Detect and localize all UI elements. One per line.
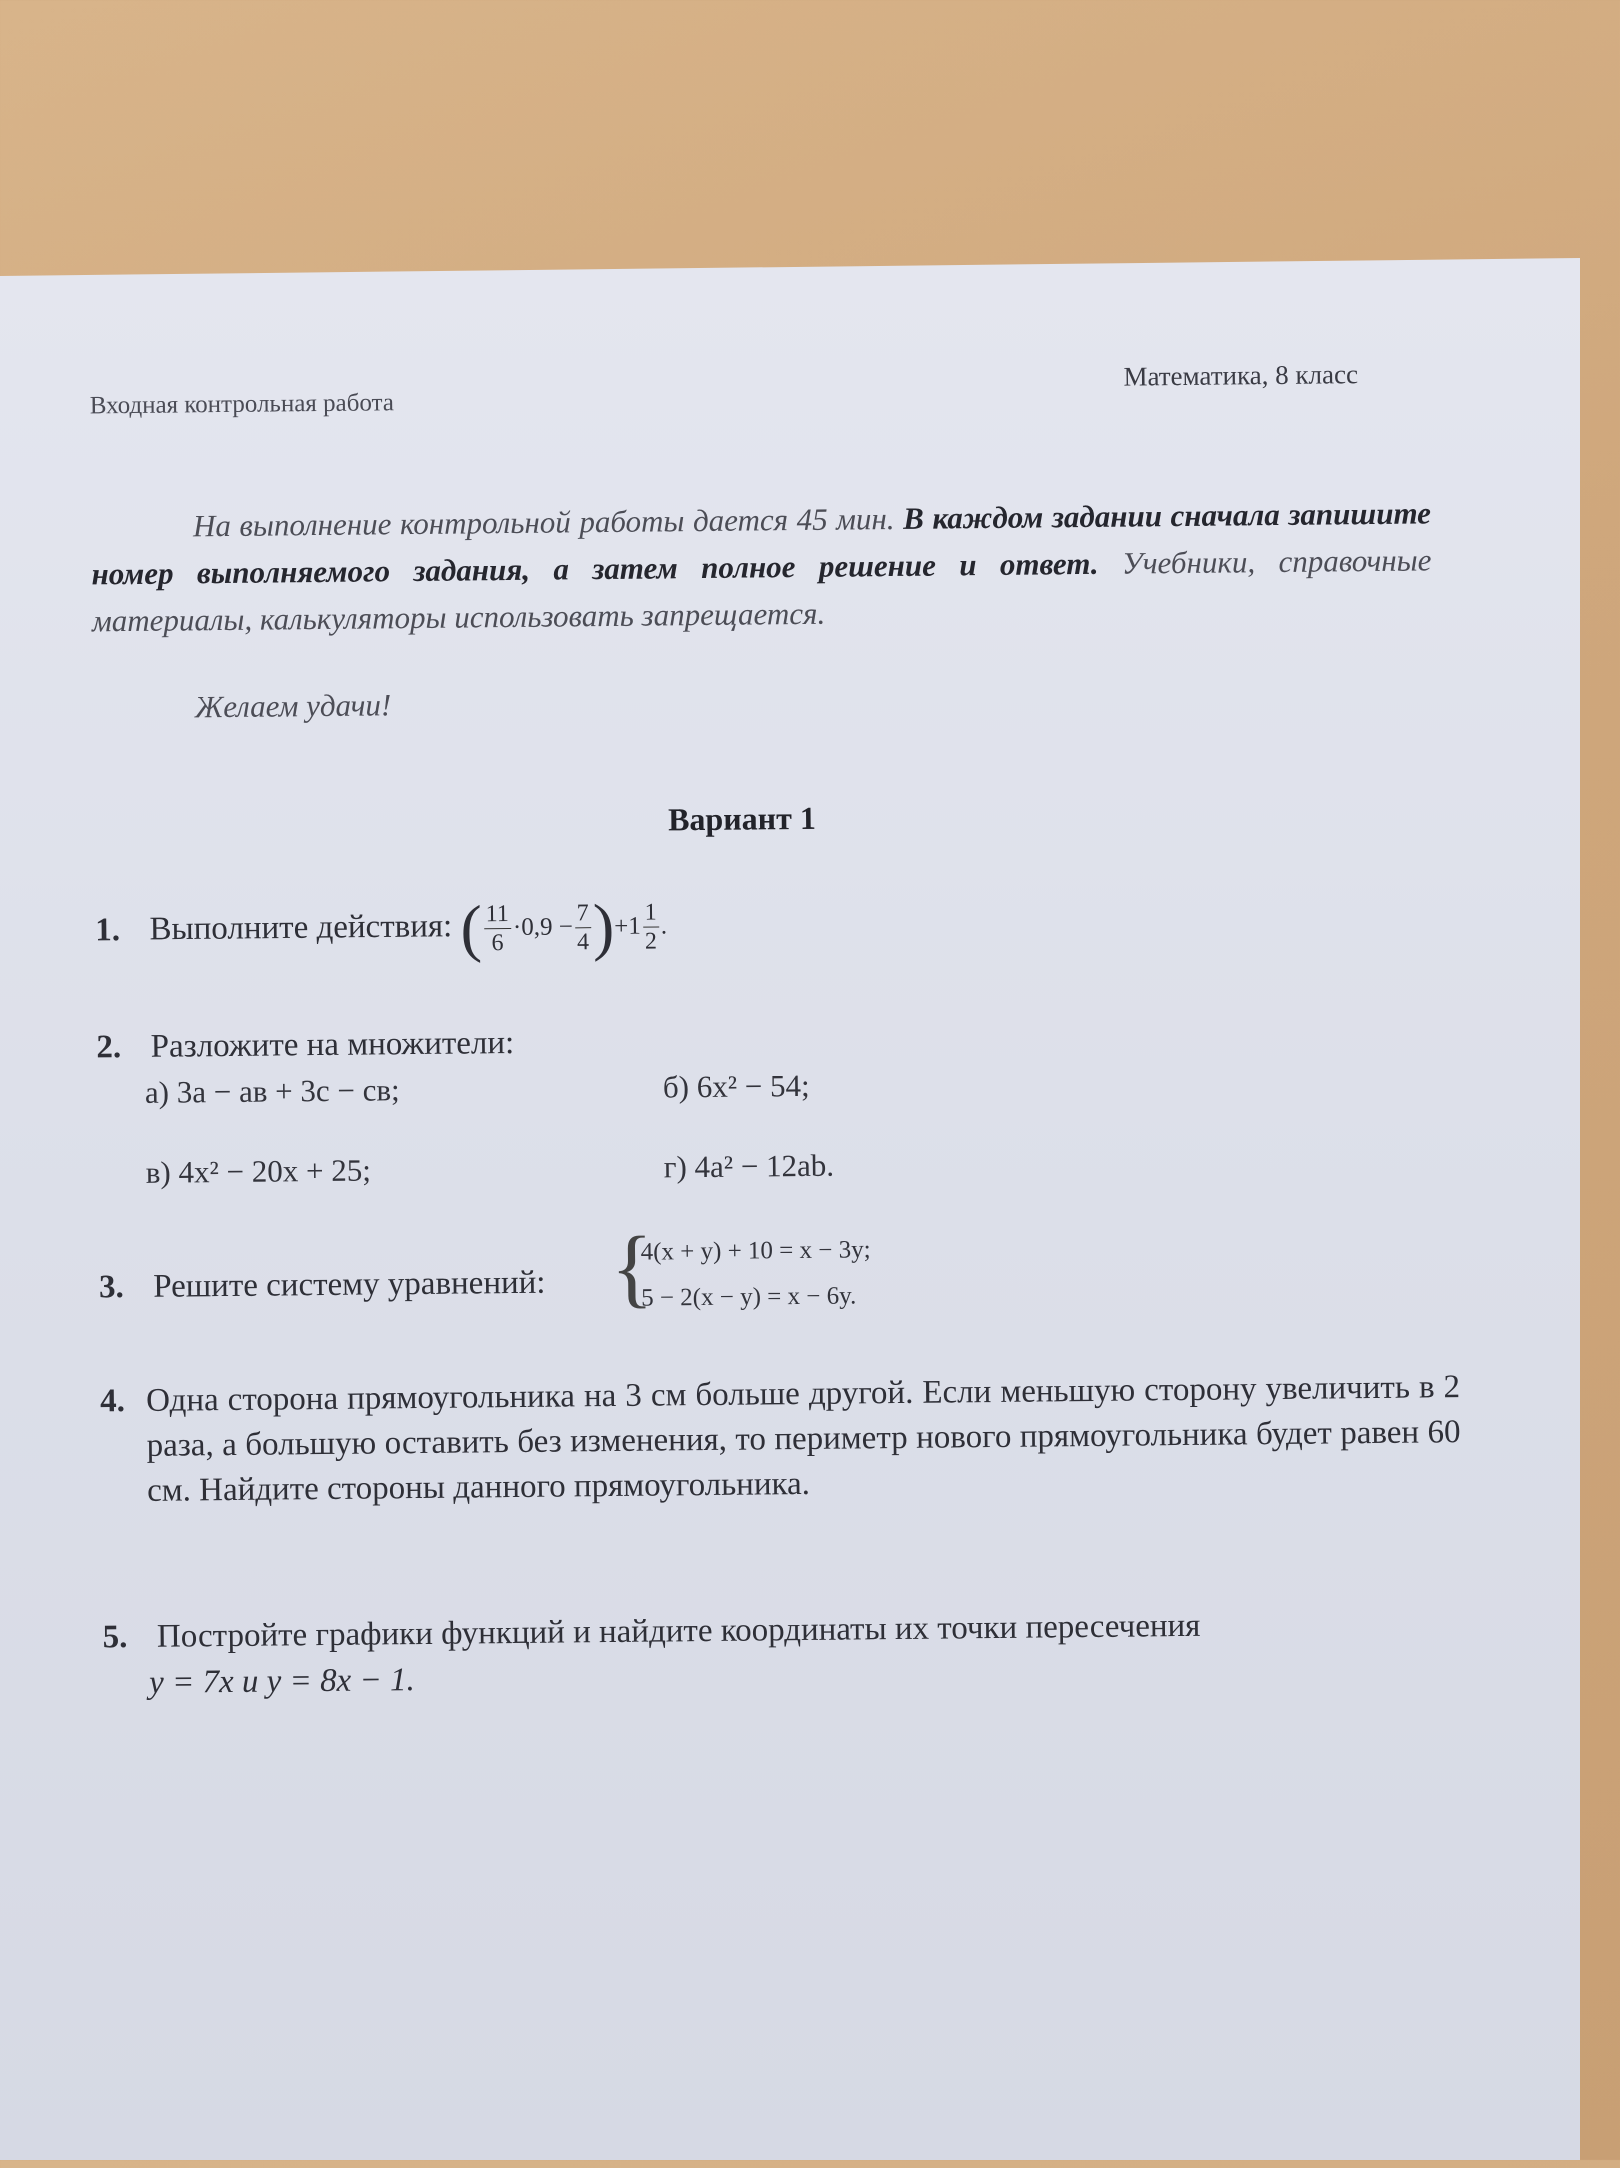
task-2-item-a: а) 3а − ав + 3с − св; (144, 1072, 400, 1110)
denominator: 2 (644, 927, 658, 955)
task-text: Выполните действия: (149, 908, 453, 948)
equation-1: 4(x + y) + 10 = x − 3y; (640, 1236, 871, 1266)
instructions-time: На выполнение контрольной работы дается 45 мин. (192, 500, 895, 544)
system-equations (640, 1227, 871, 1321)
header-subject: Математика, 8 класс (1123, 359, 1359, 392)
expr-end: . (660, 912, 668, 940)
instructions-bold: В каждом задании сначала запишите номер выполняемого задания, а затем полное решение и ответ. (91, 495, 1432, 592)
equation-2: 5 − 2(x − y) = x − 6y. (640, 1282, 857, 1312)
expr-plus: +1 (614, 912, 641, 940)
task-text: Одна сторона прямоугольника на 3 см больше другой. Если меньшую сторону увеличить в 2 раза, а большую оставить без изменения, то периметр нового прямоугольника будет равен 60 см. Найдите стороны данного прямоугольника. (145, 1369, 1461, 1509)
header-title: Входная контрольная работа (89, 389, 395, 420)
left-paren: ( (460, 892, 483, 964)
task-number: 4. (99, 1383, 126, 1420)
task-5 (102, 1608, 1200, 1656)
good-luck-text: Желаем удачи! (194, 687, 392, 725)
fraction-1 (484, 900, 512, 957)
right-paren: ) (592, 890, 615, 963)
numerator: 11 (484, 900, 511, 929)
task-2-item-d: г) 4a² − 12ab. (663, 1147, 835, 1185)
task-4 (100, 1365, 1461, 1514)
task-2-item-b: б) 6x² − 54; (662, 1067, 810, 1105)
task-number: 5. (102, 1619, 128, 1656)
fraction-2 (575, 899, 592, 956)
task-1 (95, 889, 668, 969)
instructions-restrictions: Учебники, справочные материалы, калькуляторы использовать запрещается. (91, 542, 1432, 639)
task-2-item-c: в) 4x² − 20x + 25; (145, 1152, 372, 1190)
variant-title: Вариант 1 (667, 799, 817, 838)
denominator: 4 (576, 928, 590, 955)
task-number: 2. (96, 1029, 122, 1066)
numerator: 7 (575, 899, 591, 928)
task-5-formula: y = 7x и y = 8x − 1. (148, 1662, 415, 1701)
numerator: 1 (642, 898, 658, 927)
task-3 (99, 1265, 546, 1307)
system-brace: { (610, 1219, 654, 1317)
task-text: Постройте графики функций и найдите координаты их точки пересечения (156, 1607, 1201, 1655)
instructions-paragraph (91, 489, 1432, 644)
task-text: Разложите на множители: (150, 1024, 515, 1065)
task-2 (96, 1025, 514, 1066)
task-number: 1. (95, 911, 121, 948)
task-number: 3. (98, 1269, 124, 1306)
expr-mid: ·0,9 − (512, 913, 574, 942)
task-text: Решите систему уравнений: (153, 1264, 546, 1305)
denominator: 6 (491, 929, 504, 956)
fraction-3 (642, 898, 659, 955)
